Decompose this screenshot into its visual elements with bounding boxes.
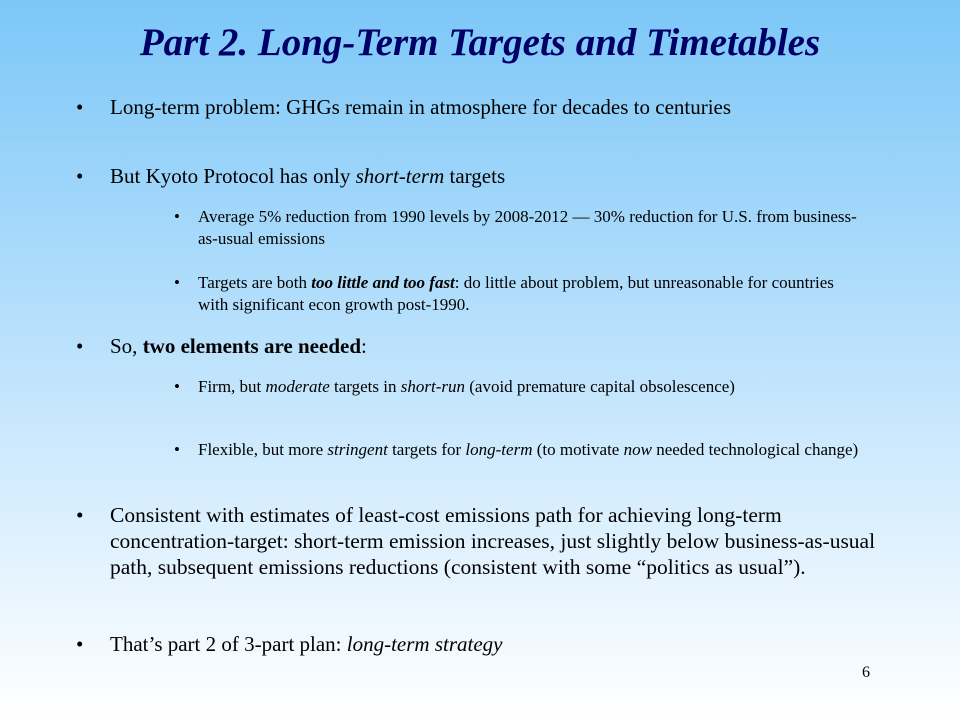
bullet-item [76,334,876,359]
text-run: Firm, but [198,377,266,396]
text-run: (avoid premature capital obsolescence) [464,377,735,396]
bullet-text: Average 5% reduction from 1990 levels by 2008-2012 — 30% reduction for U.S. from business-as-usual emissions [198,207,857,248]
strong-emphasis: too little and too fast [311,273,455,292]
bullet-glyph: • [76,632,84,656]
emphasis: long-term strategy [346,632,503,656]
bullet-glyph: • [76,164,84,188]
text-run: : do little about problem, but unreasonable for countries with significant econ growth post-1990. [198,273,834,314]
emphasis: long-term [465,440,533,459]
emphasis: stringent [327,440,388,459]
text-run: Flexible, but more [198,440,328,459]
text-run: Targets are both [198,273,312,292]
bullet-text [198,439,864,461]
bullet-item [76,632,876,657]
text-run: That’s part 2 of 3-part plan: [110,632,347,656]
bullet-item [76,502,876,580]
bullet-text [198,272,864,316]
strong-text: two elements are needed [142,334,361,358]
text-run: So, [110,334,143,358]
bullet-text [110,334,876,359]
bullet-glyph: • [174,207,180,226]
sub-bullet-item [174,206,864,250]
bullet-text [110,632,876,657]
sub-bullet-item [174,376,864,398]
text-run: targets for [387,440,466,459]
bullet-glyph: • [174,273,180,292]
text-run: (to motivate [532,440,624,459]
page-number: 6 [862,664,870,681]
text-run: targets in [329,377,401,396]
bullet-text [198,376,864,398]
bullet-text [110,164,876,189]
bullet-glyph: • [76,95,84,119]
emphasis: now [623,440,652,459]
emphasis: short-run [400,377,465,396]
sub-bullet-item [174,439,864,461]
bullet-item [76,95,876,120]
text-run: needed technological change) [651,440,859,459]
bullet-glyph: • [174,440,180,459]
bullet-glyph: • [76,334,84,358]
text-run: But Kyoto Protocol has only [110,164,356,188]
bullet-glyph: • [174,377,180,396]
text-run: Long-term problem: GHGs remain in atmosphere for decades to centuries [110,95,732,119]
sub-bullet-item [174,272,864,316]
bullet-glyph: • [76,503,84,527]
slide-title: Part 2. Long-Term Targets and Timetables [139,21,821,64]
text-run: targets [444,164,506,188]
text-run: : [361,334,367,358]
emphasis: moderate [265,377,330,396]
emphasis: short-term [355,164,445,188]
bullet-text: Consistent with estimates of least-cost emissions path for achieving long-term concentration-target: short-term emission increases, just slightly below business-as-usual path, subsequent emissions reductions (consistent with some “politics as usual”). [110,503,876,579]
bullet-item [76,164,876,189]
bullet-text [110,95,876,120]
